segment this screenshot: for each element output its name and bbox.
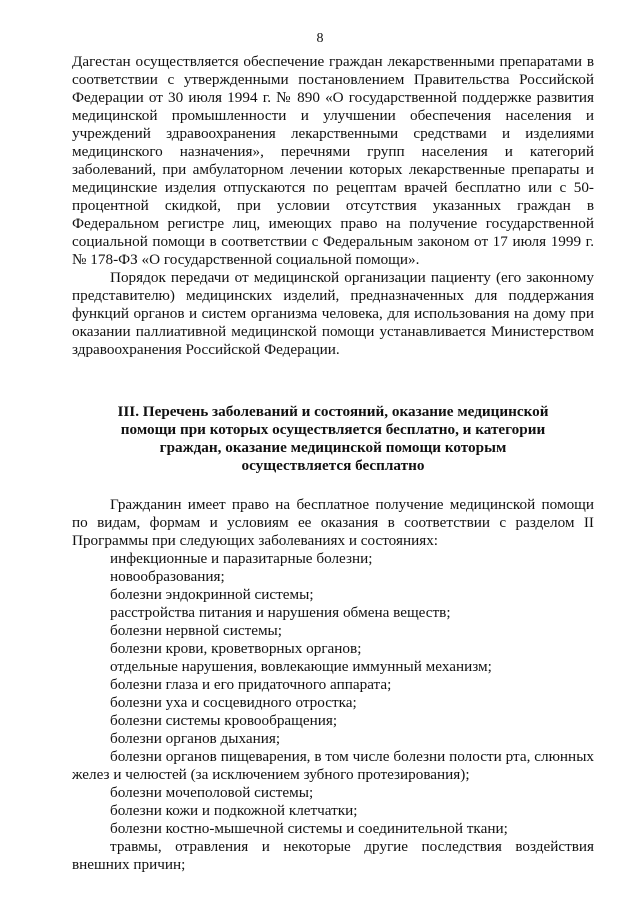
section-intro: Гражданин имеет право на бесплатное получение медицинской помощи по видам, формам и условиям ее оказания в соответствии с разделом II Программы при следующих заболеваниях и состояниях: — [72, 496, 594, 549]
list-item: болезни крови, кроветворных органов; — [110, 640, 362, 657]
list-item: болезни органов пищеварения, в том числе болезни полости рта, слюнных желез и челюстей (за исключением зубного протезирования); — [72, 748, 594, 783]
list-item: болезни кожи и подкожной клетчатки; — [110, 802, 358, 819]
list-item: отдельные нарушения, вовлекающие иммунный механизм; — [110, 658, 492, 675]
section-heading: III. Перечень заболеваний и состояний, оказание медицинской помощи при которых осуществляется бесплатно, и категории граждан, оказание медицинской помощи которым осуществляется бесплатно — [117, 403, 549, 474]
list-item: расстройства питания и нарушения обмена веществ; — [110, 604, 451, 621]
list-item: болезни органов дыхания; — [110, 730, 281, 747]
list-item: болезни нервной системы; — [110, 622, 282, 639]
document-body — [72, 53, 594, 874]
list-item: болезни уха и сосцевидного отростка; — [110, 694, 357, 711]
list-item: болезни костно-мышечной системы и соединительной ткани; — [110, 820, 508, 837]
list-item: болезни эндокринной системы; — [110, 586, 314, 603]
paragraph-continued: Дагестан осуществляется обеспечение граждан лекарственными препаратами в соответствии с утвержденными постановлением Правительства Российской Федерации от 30 июля 1994 г. № 890 «О государственной поддержке развития медицинской промышленности и улучшении обеспечения населения и учреждений здравоохранения лекарственными средствами и изделиями медицинского назначения», перечнями групп населения и категорий заболеваний, при амбулаторном лечении которых лекарственные препараты и медицинские изделия отпускаются по рецептам врачей бесплатно или с 50-процентной скидкой, при условии отсутствия указанных граждан в Федеральном регистре лиц, имеющих право на получение государственной социальной помощи в соответствии с Федеральным законом от 17 июля 1999 г. № 178-ФЗ «О государственной социальной помощи». — [72, 53, 594, 268]
page-number: 8 — [316, 31, 324, 46]
paragraph-medical-devices: Порядок передачи от медицинской организации пациенту (его законному представителю) медицинских изделий, предназначенных для поддержания функций органов и систем организма человека, для использования на дому при оказании паллиативной медицинской помощи устанавливается Министерством здравоохранения Российской Федерации. — [72, 269, 594, 358]
list-item: новообразования; — [110, 568, 225, 585]
list-item: травмы, отравления и некоторые другие последствия воздействия внешних причин; — [72, 838, 594, 873]
disease-list — [72, 550, 594, 874]
list-item: болезни мочеполовой системы; — [110, 784, 314, 801]
list-item: инфекционные и паразитарные болезни; — [110, 550, 373, 567]
list-item: болезни системы кровообращения; — [110, 712, 338, 729]
list-item: болезни глаза и его придаточного аппарата; — [110, 676, 392, 693]
